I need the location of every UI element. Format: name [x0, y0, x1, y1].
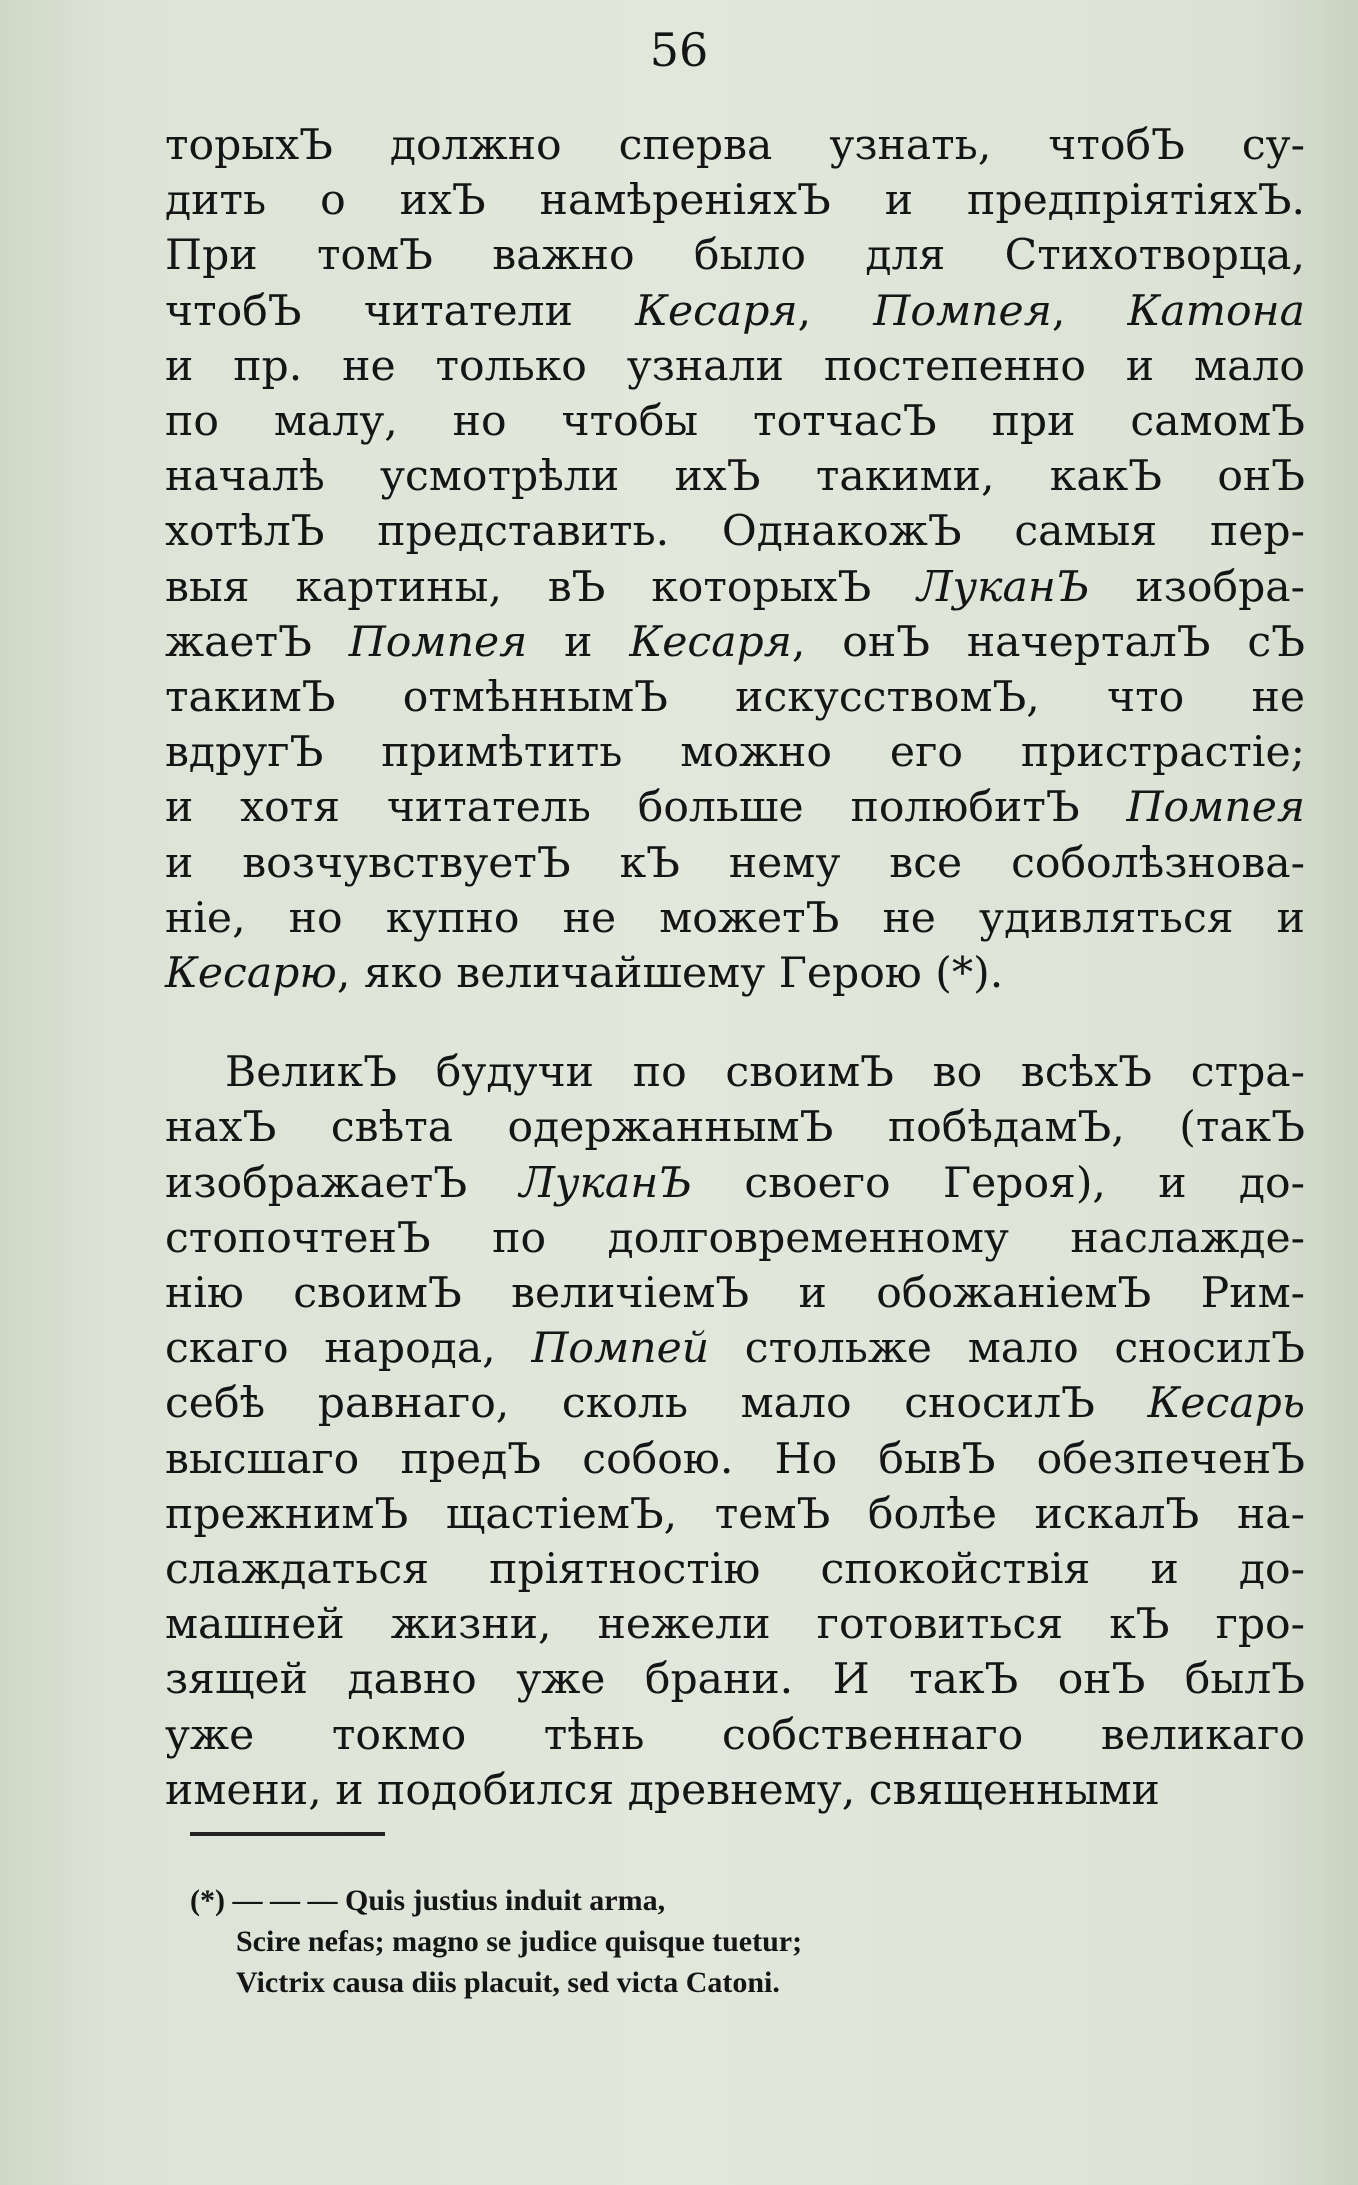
text-line [165, 339, 1305, 394]
text-line [165, 284, 1305, 339]
text-segment: выя картины, вЪ которыхЪ [165, 562, 917, 612]
text-line [165, 1542, 1305, 1597]
text-segment: и пр. не только узнали постепенно и мало [165, 341, 1305, 391]
italic-name: Кесаря [629, 617, 792, 667]
text-segment: изобра- [1089, 562, 1305, 612]
text-line [165, 449, 1305, 504]
text-segment: , [1051, 286, 1128, 336]
text-line [165, 1597, 1305, 1652]
text-line [165, 1045, 1305, 1100]
text-line [165, 725, 1305, 780]
text-line [165, 1376, 1305, 1431]
text-line [165, 1211, 1305, 1266]
text-segment: торыхЪ должно сперва узнать, чтобЪ су- [165, 121, 1305, 170]
text-line [165, 1156, 1305, 1211]
text-line [165, 780, 1305, 835]
text-segment: такимЪ отмѣннымЪ искусствомЪ, что не [165, 673, 1305, 723]
text-segment: нію своимЪ величіемЪ и обожаніемЪ Рим- [165, 1269, 1305, 1319]
italic-name: Помпея [873, 286, 1052, 336]
italic-name: Катона [1127, 286, 1305, 336]
text-line [165, 560, 1305, 615]
text-segment: , онЪ начерталЪ сЪ [791, 617, 1305, 667]
italic-name: Кесаря [635, 286, 798, 336]
text-line [165, 1708, 1305, 1763]
text-segment: высшаго предЪ собою. Но бывЪ обезпеченЪ [165, 1434, 1305, 1484]
text-segment: по малу, но чтобы тотчасЪ при самомЪ [165, 397, 1305, 447]
text-segment: дить о ихЪ намѣреніяхЪ и предпріятіяхЪ. [165, 176, 1305, 226]
text-segment: , яко величайшему Герою (*). [336, 949, 1004, 999]
text-line [165, 394, 1305, 449]
text-segment: зящей давно уже брани. И такЪ онЪ былЪ [165, 1655, 1305, 1705]
italic-name: Помпея [348, 617, 528, 667]
text-segment: имени, и подобился древнему, священными [165, 1765, 1160, 1815]
text-segment: ВеликЪ будучи по своимЪ во всѣхЪ стра- [225, 1048, 1305, 1098]
italic-name: Помпей [531, 1324, 710, 1374]
paragraph-2 [165, 1045, 1305, 1818]
page-number: 56 [649, 23, 709, 77]
text-segment: и хотя читатель больше полюбитЪ [165, 783, 1127, 833]
text-segment: и возчувствуетЪ кЪ нему все соболѣзнова- [165, 838, 1305, 888]
text-segment: скаго народа, [165, 1324, 532, 1374]
text-line [165, 615, 1305, 670]
footnote-line: Victrix causa diis placuit, sed victa Catoni. [236, 1966, 780, 1999]
footnote [190, 1880, 1090, 2003]
italic-name: Кесарь [1147, 1379, 1305, 1429]
text-segment: хотѣлЪ представить. ОднакожЪ самыя пер- [165, 507, 1305, 557]
text-line [165, 946, 1305, 1001]
text-segment: , [797, 286, 874, 336]
text-line [165, 891, 1305, 946]
text-segment: своего Героя), и до- [692, 1158, 1305, 1208]
text-line [165, 1763, 1305, 1818]
text-segment: чтобЪ читатели [165, 286, 636, 336]
text-line [165, 173, 1305, 228]
text-segment: изображаетЪ [165, 1158, 520, 1208]
text-segment: При томЪ важно было для Стихотворца, [165, 231, 1305, 281]
text-line [165, 1432, 1305, 1487]
italic-name: Помпея [1126, 783, 1305, 833]
footnote-line: Scire nefas; magno se judice quisque tuetur; [236, 1925, 803, 1958]
text-segment: вдругЪ примѣтить можно его пристрастіе; [165, 728, 1305, 778]
text-segment: себѣ равнаго, сколь мало сносилЪ [165, 1379, 1148, 1429]
text-segment: ніе, но купно не можетЪ не удивляться и [165, 893, 1305, 943]
body-text [165, 118, 1305, 1818]
text-line [165, 1266, 1305, 1321]
text-segment: и [527, 617, 630, 667]
italic-name: Кесарю [165, 949, 337, 999]
text-segment: стопочтенЪ по долговременному наслажде- [165, 1213, 1305, 1263]
text-line [165, 228, 1305, 283]
text-line [165, 836, 1305, 891]
text-line [165, 1487, 1305, 1542]
italic-name: ЛуканЪ [917, 562, 1090, 612]
text-segment: началѣ усмотрѣли ихЪ такими, какЪ онЪ [165, 452, 1305, 502]
paragraph-1 [165, 118, 1305, 1001]
text-segment: уже токмо тѣнь собственнаго великаго [165, 1710, 1305, 1760]
text-segment: нахЪ свѣта одержаннымЪ побѣдамЪ, (такЪ [165, 1103, 1305, 1153]
text-segment: слаждаться пріятностію спокойствія и до- [165, 1545, 1305, 1595]
footnote-rule [190, 1832, 385, 1836]
text-segment: прежнимЪ щастіемЪ, темЪ болѣе искалЪ на- [165, 1489, 1305, 1539]
text-line [165, 1652, 1305, 1707]
text-line [165, 504, 1305, 559]
text-line [165, 1321, 1305, 1376]
text-line [165, 670, 1305, 725]
italic-name: ЛуканЪ [519, 1158, 693, 1208]
text-segment: стольже мало сносилЪ [709, 1324, 1305, 1374]
text-segment: жаетЪ [165, 617, 349, 667]
text-segment: машней жизни, нежели готовиться кЪ гро- [165, 1600, 1305, 1650]
text-line [165, 1100, 1305, 1155]
footnote-line: (*) — — — Quis justius induit arma, [190, 1884, 666, 1917]
text-line [165, 118, 1305, 173]
